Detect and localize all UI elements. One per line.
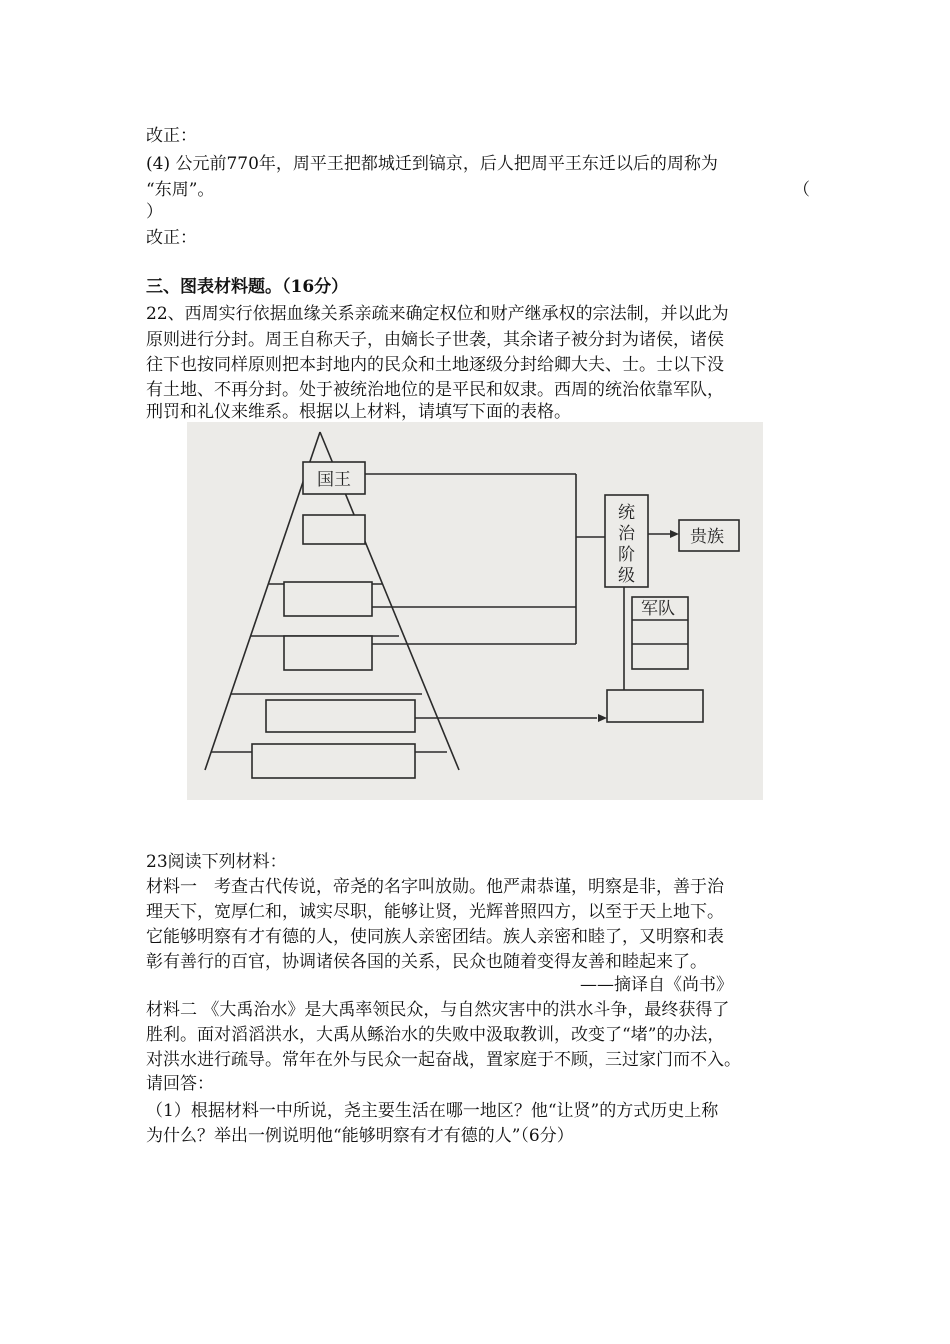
paragraph-line: 原则进行分封。周王自称天子，由嫡长子世袭，其余诸子被分封为诸侯，诸侯 [146,330,724,350]
paragraph-line: 往下也按同样原则把本封地内的民众和土地逐级分封给卿大夫、士。士以下没 [146,355,724,375]
correction-label: 改正： [146,126,197,146]
question-4-line-2: “东周”。 [146,180,215,200]
arrow-head [670,530,679,538]
question-4-line-1: (4) 公元前770年，周平王把都城迁到镐京，后人把周平王东迁以后的周称为 [146,154,718,174]
ruled-class-box [607,690,703,722]
paragraph-line: 材料一 考查古代传说，帝尧的名字叫放勋。他严肃恭谨，明察是非，善于治 [146,877,724,897]
section-heading: 三、图表材料题。（16分） [146,277,349,297]
paragraph-line: 刑罚和礼仪来维系。根据以上材料，请填写下面的表格。 [146,402,571,422]
material-1-source: ——摘译自《尚书》 [580,975,733,995]
paragraph-line: 对洪水进行疏导。常年在外与民众一起奋战，置家庭于不顾，三过家门而不入。 [146,1050,741,1070]
feudal-hierarchy-diagram [187,422,763,800]
ruling-class-label-text: 统治阶级 [618,503,635,586]
paragraph-line: 有土地、不再分封。处于被统治地位的是平民和奴隶。西周的统治依靠军队， [146,380,724,400]
paragraph-line: 它能够明察有才有德的人，使同族人亲密团结。族人亲密和睦了，又明察和表 [146,927,724,947]
tier-box-3 [284,636,372,670]
paragraph-line: 彰有善行的百官，协调诸侯各国的关系，民众也随着变得友善和睦起来了。 [146,952,707,972]
paragraph-line: 理天下，宽厚仁和，诚实尽职，能够让贤，光辉普照四方，以至于天上地下。 [146,902,724,922]
paragraph-line: 22、西周实行依据血缘关系亲疏来确定权位和财产继承权的宗法制，并以此为 [146,304,729,324]
tier-box-5 [252,744,415,778]
nobles-label: 贵族 [690,527,724,547]
arrow-head [598,714,607,722]
paragraph-line: 为什么？举出一例说明他“能够明察有才有德的人”（6分） [146,1126,574,1146]
paragraph-line: 材料二 《大禹治水》是大禹率领民众，与自然灾害中的洪水斗争，最终获得了 [146,1000,730,1020]
question-23-intro: 23阅读下列材料： [146,852,287,872]
answer-paren-open: （ [793,180,810,200]
ruling-class-label [618,503,636,586]
paragraph-line: 胜利。面对滔滔洪水，大禹从鲧治水的失败中汲取教训，改变了“堵”的办法， [146,1025,725,1045]
king-label: 国王 [317,470,351,490]
answer-paren-close: ） [146,202,163,222]
diagram-svg [187,422,763,800]
answer-prompt: 请回答： [146,1074,214,1094]
tier-box-1 [303,515,365,544]
tier-box-2 [284,582,372,616]
army-label: 军队 [641,599,675,619]
paragraph-line: （1）根据材料一中所说，尧主要生活在哪一地区？他“让贤”的方式历史上称 [146,1101,719,1121]
correction-label: 改正： [146,228,197,248]
tier-box-4 [266,700,415,732]
